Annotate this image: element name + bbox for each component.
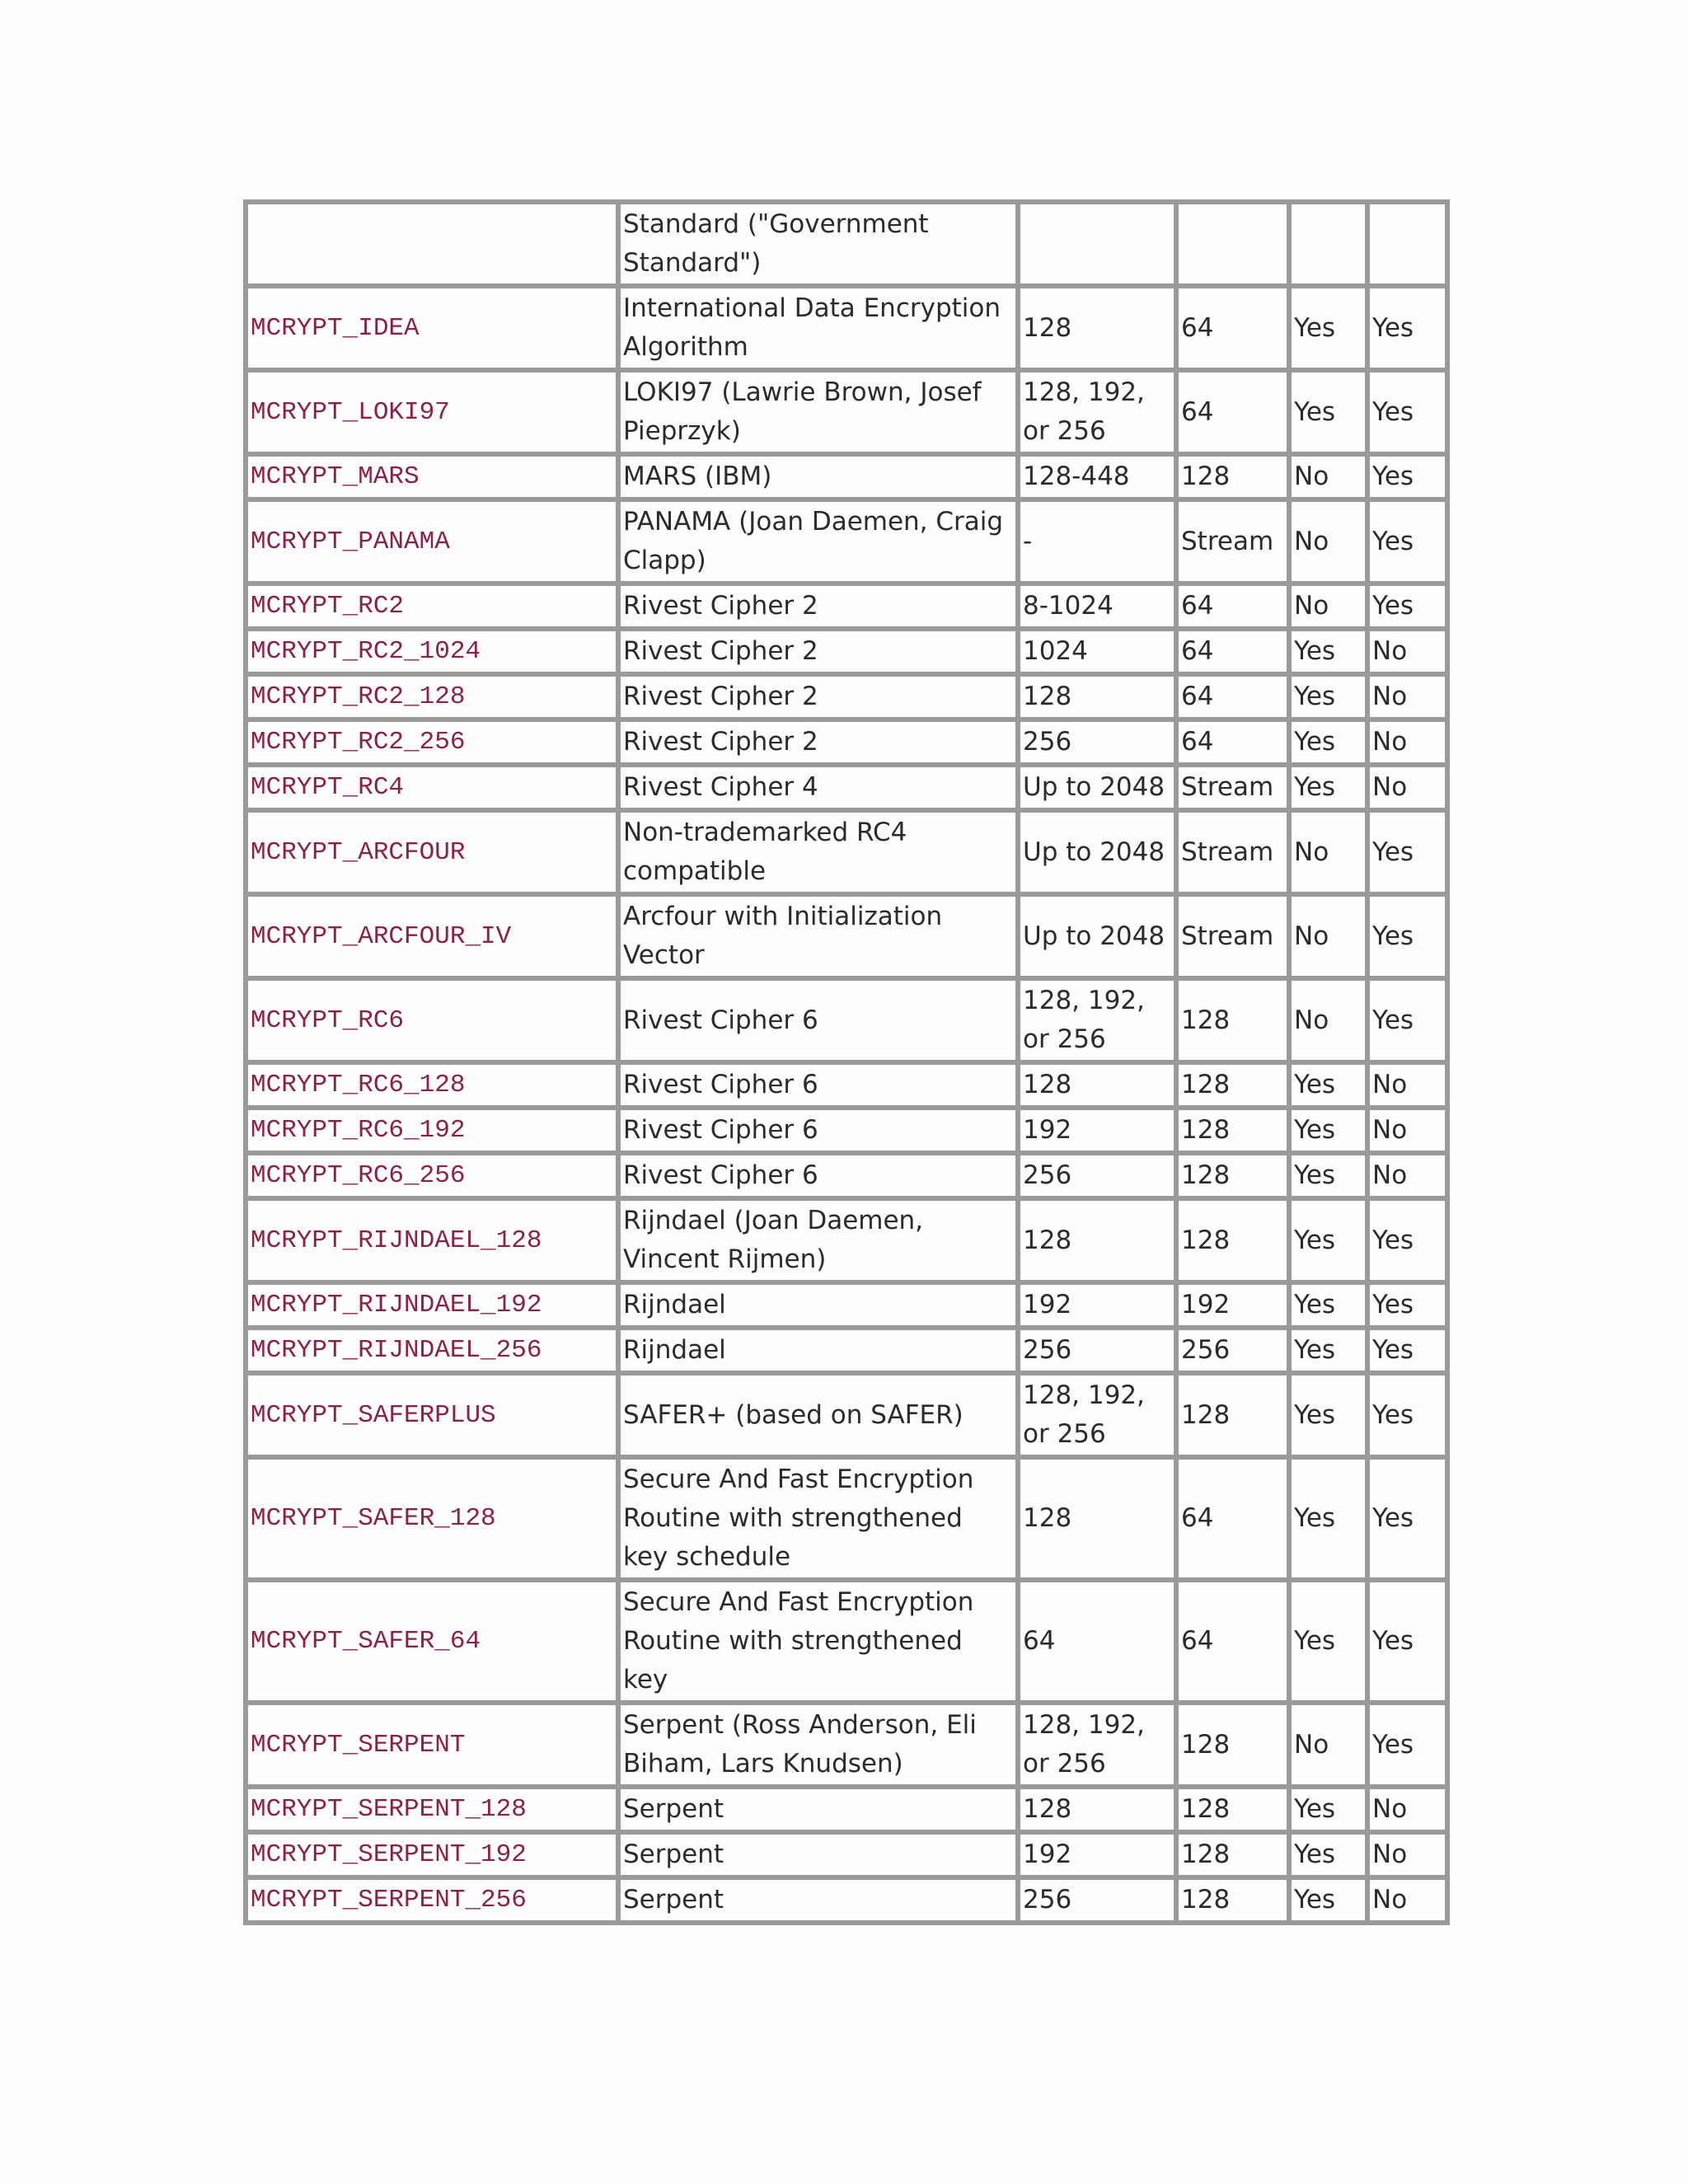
stream-flag: Yes [1289,1198,1367,1282]
stream-flag: Yes [1289,674,1367,719]
key-size: 256 [1018,1153,1176,1198]
cipher-description: Rivest Cipher 4 [618,765,1018,810]
block-size: 128 [1176,1703,1289,1787]
stream-flag: Yes [1289,286,1367,370]
table-row [246,1373,1447,1457]
cipher-constant: MCRYPT_SERPENT_256 [246,1877,618,1923]
table-row [246,286,1447,370]
cipher-description: Secure And Fast Encryption Routine with strengthened key [618,1580,1018,1703]
key-size: 128, 192, or 256 [1018,1703,1176,1787]
cipher-description: Serpent [618,1877,1018,1923]
block-size: 128 [1176,1877,1289,1923]
table-row [246,1877,1447,1923]
stream-flag: Yes [1289,719,1367,765]
stream-flag: No [1289,894,1367,978]
cipher-description: Standard ("Government Standard") [618,202,1018,286]
key-size: 128 [1018,1062,1176,1108]
cipher-description: Rivest Cipher 6 [618,1108,1018,1153]
cipher-constant: MCRYPT_SAFERPLUS [246,1373,618,1457]
mode-flag: No [1367,674,1447,719]
key-size [1018,202,1176,286]
stream-flag: No [1289,583,1367,629]
table-row [246,978,1447,1062]
key-size: 1024 [1018,629,1176,674]
key-size: 128 [1018,1457,1176,1580]
table-row [246,1703,1447,1787]
cipher-description: Rijndael [618,1282,1018,1328]
key-size: Up to 2048 [1018,894,1176,978]
table-row [246,719,1447,765]
key-size: 256 [1018,1328,1176,1373]
cipher-table-body [246,202,1447,1923]
table-row [246,810,1447,894]
mode-flag: Yes [1367,286,1447,370]
stream-flag: Yes [1289,1832,1367,1877]
mode-flag: No [1367,1877,1447,1923]
mode-flag: Yes [1367,1703,1447,1787]
table-row [246,765,1447,810]
block-size: 64 [1176,719,1289,765]
table-row [246,1787,1447,1832]
cipher-constant: MCRYPT_RC6_192 [246,1108,618,1153]
table-row [246,1198,1447,1282]
stream-flag: Yes [1289,1282,1367,1328]
cipher-constant: MCRYPT_RIJNDAEL_192 [246,1282,618,1328]
cipher-table [243,199,1450,1925]
key-size: 128 [1018,1787,1176,1832]
block-size: 128 [1176,1153,1289,1198]
mode-flag: No [1367,1787,1447,1832]
stream-flag: Yes [1289,1373,1367,1457]
block-size: Stream [1176,894,1289,978]
table-row [246,1062,1447,1108]
table-row [246,1108,1447,1153]
cipher-description: Rijndael [618,1328,1018,1373]
mode-flag: Yes [1367,454,1447,499]
table-row [246,1457,1447,1580]
cipher-description: Serpent [618,1832,1018,1877]
mode-flag: Yes [1367,1282,1447,1328]
block-size: 64 [1176,1580,1289,1703]
key-size: Up to 2048 [1018,810,1176,894]
cipher-description: Rivest Cipher 6 [618,1062,1018,1108]
stream-flag: Yes [1289,1062,1367,1108]
cipher-constant: MCRYPT_SERPENT_192 [246,1832,618,1877]
cipher-description: LOKI97 (Lawrie Brown, Josef Pieprzyk) [618,370,1018,454]
cipher-constant: MCRYPT_RIJNDAEL_128 [246,1198,618,1282]
mode-flag: Yes [1367,810,1447,894]
stream-flag: Yes [1289,1877,1367,1923]
cipher-description: Secure And Fast Encryption Routine with strengthened key schedule [618,1457,1018,1580]
cipher-description: Rijndael (Joan Daemen, Vincent Rijmen) [618,1198,1018,1282]
block-size: 64 [1176,286,1289,370]
cipher-description: Rivest Cipher 2 [618,719,1018,765]
cipher-description: Serpent (Ross Anderson, Eli Biham, Lars Knudsen) [618,1703,1018,1787]
table-row [246,583,1447,629]
mode-flag: No [1367,719,1447,765]
key-size: 128 [1018,286,1176,370]
key-size: 128 [1018,1198,1176,1282]
cipher-constant: MCRYPT_SERPENT_128 [246,1787,618,1832]
cipher-constant: MCRYPT_SAFER_64 [246,1580,618,1703]
table-row [246,1580,1447,1703]
cipher-constant [246,202,618,286]
cipher-constant: MCRYPT_ARCFOUR [246,810,618,894]
stream-flag: Yes [1289,1580,1367,1703]
block-size: 64 [1176,583,1289,629]
mode-flag: Yes [1367,1457,1447,1580]
cipher-constant: MCRYPT_RC6 [246,978,618,1062]
block-size: 128 [1176,1832,1289,1877]
cipher-description: Rivest Cipher 2 [618,674,1018,719]
block-size: 64 [1176,370,1289,454]
mode-flag: Yes [1367,1328,1447,1373]
mode-flag: Yes [1367,370,1447,454]
cipher-description: Non-trademarked RC4 compatible [618,810,1018,894]
key-size: 8-1024 [1018,583,1176,629]
stream-flag: Yes [1289,765,1367,810]
mode-flag: Yes [1367,499,1447,583]
cipher-description: PANAMA (Joan Daemen, Craig Clapp) [618,499,1018,583]
cipher-constant: MCRYPT_ARCFOUR_IV [246,894,618,978]
table-row [246,1832,1447,1877]
key-size: 192 [1018,1832,1176,1877]
stream-flag: No [1289,978,1367,1062]
block-size: 64 [1176,1457,1289,1580]
cipher-constant: MCRYPT_RC2_1024 [246,629,618,674]
cipher-description: Rivest Cipher 2 [618,583,1018,629]
block-size: 64 [1176,674,1289,719]
stream-flag [1289,202,1367,286]
mode-flag: Yes [1367,1580,1447,1703]
table-row [246,1153,1447,1198]
stream-flag: Yes [1289,1328,1367,1373]
cipher-constant: MCRYPT_RC4 [246,765,618,810]
cipher-constant: MCRYPT_PANAMA [246,499,618,583]
mode-flag: No [1367,1062,1447,1108]
cipher-constant: MCRYPT_RC2_256 [246,719,618,765]
key-size: Up to 2048 [1018,765,1176,810]
cipher-constant: MCRYPT_MARS [246,454,618,499]
stream-flag: Yes [1289,1457,1367,1580]
key-size: 128 [1018,674,1176,719]
mode-flag: No [1367,629,1447,674]
stream-flag: Yes [1289,1787,1367,1832]
mode-flag: Yes [1367,1198,1447,1282]
table-row [246,1328,1447,1373]
mode-flag: No [1367,1153,1447,1198]
key-size: 192 [1018,1108,1176,1153]
block-size: 64 [1176,629,1289,674]
cipher-constant: MCRYPT_RC2 [246,583,618,629]
stream-flag: No [1289,454,1367,499]
cipher-constant: MCRYPT_SAFER_128 [246,1457,618,1580]
mode-flag: No [1367,1832,1447,1877]
cipher-constant: MCRYPT_LOKI97 [246,370,618,454]
stream-flag: Yes [1289,370,1367,454]
stream-flag: No [1289,810,1367,894]
mode-flag: No [1367,765,1447,810]
block-size: 192 [1176,1282,1289,1328]
block-size: 128 [1176,1108,1289,1153]
cipher-constant: MCRYPT_RC6_128 [246,1062,618,1108]
mode-flag [1367,202,1447,286]
mode-flag: Yes [1367,894,1447,978]
block-size: Stream [1176,765,1289,810]
table-row [246,894,1447,978]
cipher-description: MARS (IBM) [618,454,1018,499]
stream-flag: Yes [1289,629,1367,674]
stream-flag: Yes [1289,1108,1367,1153]
cipher-constant: MCRYPT_SERPENT [246,1703,618,1787]
table-row [246,370,1447,454]
key-size: 128, 192, or 256 [1018,370,1176,454]
cipher-description: Serpent [618,1787,1018,1832]
cipher-constant: MCRYPT_RIJNDAEL_256 [246,1328,618,1373]
stream-flag: Yes [1289,1153,1367,1198]
block-size: 256 [1176,1328,1289,1373]
key-size: 192 [1018,1282,1176,1328]
cipher-description: International Data Encryption Algorithm [618,286,1018,370]
cipher-description: SAFER+ (based on SAFER) [618,1373,1018,1457]
key-size: 256 [1018,1877,1176,1923]
table-row [246,674,1447,719]
block-size: 128 [1176,1787,1289,1832]
mode-flag: Yes [1367,583,1447,629]
block-size [1176,202,1289,286]
key-size: - [1018,499,1176,583]
table-row [246,499,1447,583]
key-size: 128-448 [1018,454,1176,499]
mode-flag: Yes [1367,978,1447,1062]
cipher-constant: MCRYPT_RC6_256 [246,1153,618,1198]
key-size: 128, 192, or 256 [1018,978,1176,1062]
block-size: Stream [1176,499,1289,583]
table-row [246,454,1447,499]
cipher-description: Rivest Cipher 6 [618,1153,1018,1198]
block-size: 128 [1176,454,1289,499]
key-size: 128, 192, or 256 [1018,1373,1176,1457]
block-size: 128 [1176,1062,1289,1108]
block-size: 128 [1176,1373,1289,1457]
table-row [246,1282,1447,1328]
cipher-description: Arcfour with Initialization Vector [618,894,1018,978]
table-row [246,629,1447,674]
mode-flag: No [1367,1108,1447,1153]
cipher-constant: MCRYPT_IDEA [246,286,618,370]
block-size: 128 [1176,978,1289,1062]
key-size: 256 [1018,719,1176,765]
block-size: Stream [1176,810,1289,894]
block-size: 128 [1176,1198,1289,1282]
table-row [246,202,1447,286]
cipher-description: Rivest Cipher 2 [618,629,1018,674]
key-size: 64 [1018,1580,1176,1703]
stream-flag: No [1289,499,1367,583]
stream-flag: No [1289,1703,1367,1787]
mode-flag: Yes [1367,1373,1447,1457]
cipher-constant: MCRYPT_RC2_128 [246,674,618,719]
cipher-description: Rivest Cipher 6 [618,978,1018,1062]
